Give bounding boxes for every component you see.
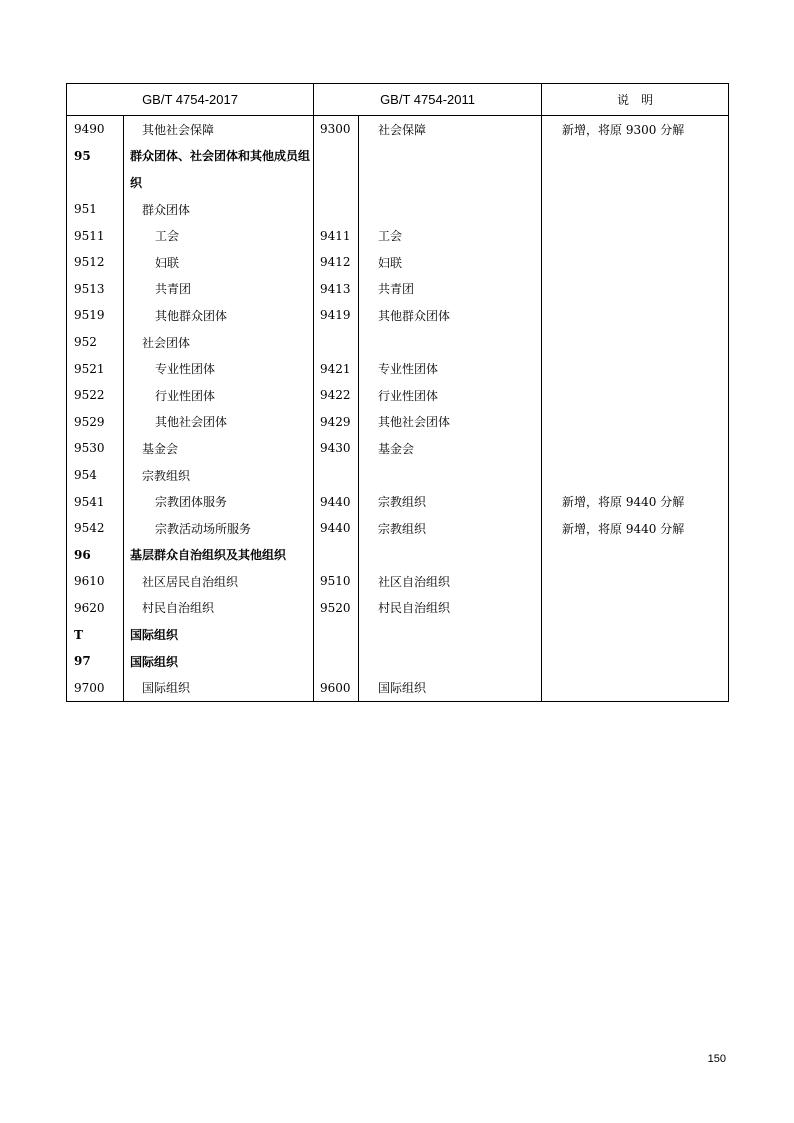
cell-new-code: 9610: [67, 568, 124, 595]
cell-note: [542, 435, 729, 462]
table-row: [67, 355, 729, 382]
cell-old-name: 行业性团体: [359, 382, 542, 409]
cell-old-name: [359, 196, 542, 223]
table-row: [67, 568, 729, 595]
cell-new-name: 工会: [124, 222, 314, 249]
cell-old-name: 其他社会团体: [359, 409, 542, 436]
cell-new-name: 村民自治组织: [124, 595, 314, 622]
cell-old-code: 9300: [314, 116, 359, 143]
cell-old-code: 9413: [314, 276, 359, 303]
cell-new-name: 宗教活动场所服务: [124, 515, 314, 542]
table-row: [67, 488, 729, 515]
cell-new-code: 95: [67, 143, 124, 170]
cell-new-code: 9541: [67, 488, 124, 515]
cell-old-code: [314, 542, 359, 569]
cell-new-name: 社会团体: [124, 329, 314, 356]
classification-comparison-table: [66, 83, 729, 702]
cell-old-code: 9419: [314, 302, 359, 329]
cell-old-name: [359, 542, 542, 569]
table-row: [67, 515, 729, 542]
cell-new-name: 国际组织: [124, 621, 314, 648]
cell-old-name: [359, 169, 542, 196]
cell-old-code: [314, 621, 359, 648]
table-row: [67, 169, 729, 196]
table-row: [67, 302, 729, 329]
cell-new-name: 行业性团体: [124, 382, 314, 409]
cell-old-code: [314, 196, 359, 223]
cell-old-name: 共青团: [359, 276, 542, 303]
cell-new-code: 9513: [67, 276, 124, 303]
table-row: [67, 116, 729, 143]
header-gb-2011: GB/T 4754-2011: [314, 84, 542, 116]
cell-new-name: 群众团体、社会团体和其他成员组: [124, 143, 314, 170]
cell-old-code: 9429: [314, 409, 359, 436]
table-row: [67, 382, 729, 409]
cell-note: [542, 595, 729, 622]
cell-old-code: 9412: [314, 249, 359, 276]
cell-new-code: 96: [67, 542, 124, 569]
cell-old-code: 9411: [314, 222, 359, 249]
table-row: [67, 595, 729, 622]
cell-new-code: 9529: [67, 409, 124, 436]
cell-old-code: 9520: [314, 595, 359, 622]
cell-note: [542, 542, 729, 569]
cell-new-name: 妇联: [124, 249, 314, 276]
cell-new-code: 9521: [67, 355, 124, 382]
cell-old-name: 妇联: [359, 249, 542, 276]
cell-old-code: [314, 329, 359, 356]
cell-new-code: 9542: [67, 515, 124, 542]
cell-note: [542, 276, 729, 303]
cell-new-code: 9490: [67, 116, 124, 143]
cell-new-code: 952: [67, 329, 124, 356]
cell-old-code: 9600: [314, 674, 359, 701]
cell-new-name: 其他社会保障: [124, 116, 314, 143]
cell-note: 新增，将原 9300 分解: [542, 116, 729, 143]
cell-old-code: [314, 143, 359, 170]
cell-new-code: 9700: [67, 674, 124, 701]
cell-note: [542, 382, 729, 409]
cell-old-code: 9421: [314, 355, 359, 382]
cell-note: 新增，将原 9440 分解: [542, 488, 729, 515]
cell-new-code: [67, 169, 124, 196]
cell-note: [542, 674, 729, 701]
cell-note: [542, 329, 729, 356]
cell-old-name: 工会: [359, 222, 542, 249]
cell-note: [542, 648, 729, 675]
cell-old-name: [359, 329, 542, 356]
cell-note: [542, 355, 729, 382]
table-row: [67, 276, 729, 303]
cell-old-code: [314, 169, 359, 196]
cell-new-code: 951: [67, 196, 124, 223]
cell-old-code: [314, 462, 359, 489]
cell-old-name: 宗教组织: [359, 488, 542, 515]
table-row: [67, 621, 729, 648]
cell-note: [542, 568, 729, 595]
page-number: 150: [707, 1053, 726, 1065]
table-row: [67, 249, 729, 276]
cell-new-code: 9511: [67, 222, 124, 249]
cell-old-name: 社区自治组织: [359, 568, 542, 595]
cell-note: [542, 409, 729, 436]
cell-new-name: 宗教团体服务: [124, 488, 314, 515]
cell-old-name: [359, 621, 542, 648]
cell-note: [542, 222, 729, 249]
cell-note: [542, 169, 729, 196]
cell-new-name: 其他社会团体: [124, 409, 314, 436]
table-header-row: [67, 84, 729, 116]
cell-old-name: [359, 143, 542, 170]
cell-note: [542, 143, 729, 170]
cell-new-code: 9522: [67, 382, 124, 409]
cell-old-code: 9440: [314, 515, 359, 542]
cell-old-name: [359, 462, 542, 489]
cell-new-code: 9519: [67, 302, 124, 329]
cell-new-code: T: [67, 621, 124, 648]
table-row: [67, 329, 729, 356]
cell-new-code: 954: [67, 462, 124, 489]
cell-old-name: 社会保障: [359, 116, 542, 143]
cell-old-code: 9440: [314, 488, 359, 515]
table-row: [67, 196, 729, 223]
cell-new-name: 专业性团体: [124, 355, 314, 382]
cell-new-name: 其他群众团体: [124, 302, 314, 329]
table-row: [67, 222, 729, 249]
table-row: [67, 435, 729, 462]
table-row: [67, 462, 729, 489]
cell-old-code: 9422: [314, 382, 359, 409]
table-row: [67, 542, 729, 569]
cell-old-name: 国际组织: [359, 674, 542, 701]
cell-old-code: 9430: [314, 435, 359, 462]
cell-old-name: 基金会: [359, 435, 542, 462]
cell-new-name: 共青团: [124, 276, 314, 303]
cell-old-name: 其他群众团体: [359, 302, 542, 329]
cell-new-name: 宗教组织: [124, 462, 314, 489]
cell-note: [542, 462, 729, 489]
cell-new-name: 基金会: [124, 435, 314, 462]
table-body: [67, 116, 729, 702]
cell-new-name: 织: [124, 169, 314, 196]
table-row: [67, 143, 729, 170]
table-row: [67, 674, 729, 701]
cell-old-name: [359, 648, 542, 675]
header-note: 说 明: [542, 84, 729, 116]
cell-new-name: 社区居民自治组织: [124, 568, 314, 595]
cell-new-code: 97: [67, 648, 124, 675]
cell-old-name: 宗教组织: [359, 515, 542, 542]
cell-new-code: 9530: [67, 435, 124, 462]
table-row: [67, 648, 729, 675]
cell-new-name: 群众团体: [124, 196, 314, 223]
table-row: [67, 409, 729, 436]
cell-old-code: [314, 648, 359, 675]
cell-note: [542, 249, 729, 276]
cell-old-code: 9510: [314, 568, 359, 595]
cell-note: 新增，将原 9440 分解: [542, 515, 729, 542]
header-gb-2017: GB/T 4754-2017: [67, 84, 314, 116]
cell-new-name: 基层群众自治组织及其他组织: [124, 542, 314, 569]
cell-note: [542, 621, 729, 648]
cell-old-name: 村民自治组织: [359, 595, 542, 622]
cell-new-name: 国际组织: [124, 674, 314, 701]
cell-old-name: 专业性团体: [359, 355, 542, 382]
cell-new-code: 9512: [67, 249, 124, 276]
cell-new-code: 9620: [67, 595, 124, 622]
cell-note: [542, 196, 729, 223]
cell-new-name: 国际组织: [124, 648, 314, 675]
cell-note: [542, 302, 729, 329]
